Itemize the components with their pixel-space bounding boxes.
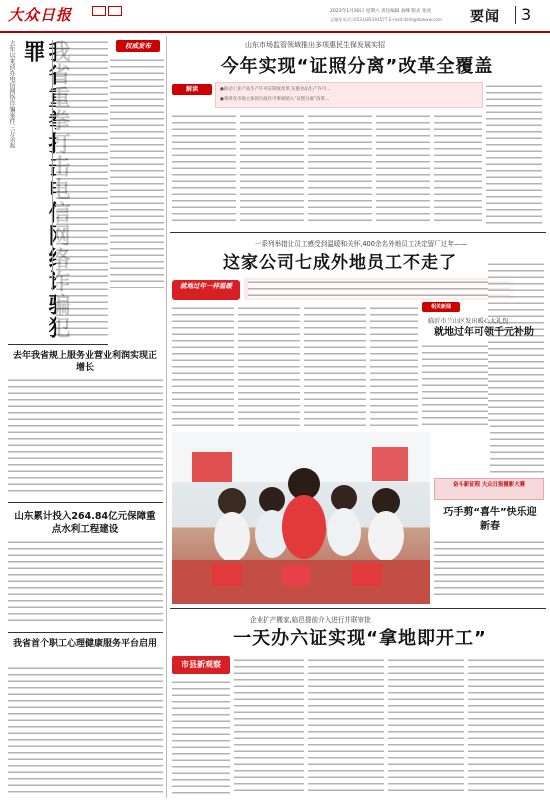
summary-bullet: ●将涉及市场主体的行政许可事项纳入“证照分离”改革… <box>220 97 330 102</box>
left-headline: 罪 <box>20 40 45 63</box>
bottom-body-col <box>172 680 230 794</box>
masthead-rule <box>0 31 550 33</box>
summary-bullet: ●推动工业产品生产许可证制度改革,实施食品生产许可… <box>220 87 331 92</box>
authority-badge: 权威发布 <box>116 40 160 52</box>
section-rule <box>170 232 546 233</box>
interpretation-badge: 解读 <box>172 84 212 95</box>
top-body-col <box>434 114 482 226</box>
warm-badge: 就地过年一样温暖 <box>180 282 232 290</box>
story2-body <box>8 378 163 496</box>
section-title: 要闻 <box>470 9 500 25</box>
photo-caption <box>434 540 544 600</box>
top-body-col <box>308 114 372 226</box>
photo-badge: 奋斗新征程 大众日报摄影大赛 <box>453 482 525 488</box>
left-body-text <box>56 40 108 340</box>
logo-stamp <box>92 6 106 16</box>
story3-headline: 山东累计投入264.84亿元保障重点水利工程建设 <box>14 511 156 535</box>
middle-lead-text <box>248 280 510 298</box>
middle-body-col <box>238 306 300 426</box>
side-kicker: 临沂市兰山区发出暖心大礼包 <box>428 318 509 325</box>
page-number: 3 <box>521 5 532 24</box>
column-divider <box>166 36 167 798</box>
bottom-kicker: 企业扩产搬家,临邑提前介入进行并联审批 <box>250 616 371 624</box>
top-body-col <box>240 114 304 226</box>
middle-body-col <box>172 306 234 426</box>
news-photo <box>172 432 430 604</box>
bottom-body-col <box>308 658 384 794</box>
bottom-body-col <box>388 658 464 794</box>
story-divider <box>8 632 163 633</box>
middle-kicker: 一系列举措让员工感受到温暖和关怀,400余名外地员工决定留厂过年—— <box>254 240 468 248</box>
side-headline: 就地过年可领千元补助 <box>434 327 534 338</box>
top-headline: 今年实现“证照分离”改革全覆盖 <box>220 56 494 77</box>
section-rule <box>170 608 546 609</box>
story3-body <box>8 540 163 626</box>
middle-headline: 这家公司七成外地员工不走了 <box>223 253 457 273</box>
section-divider <box>515 6 516 24</box>
story4-body <box>8 666 163 796</box>
middle-body-col <box>304 306 366 426</box>
photo-illustration <box>172 432 430 604</box>
top-body-col <box>172 114 236 226</box>
side-body <box>490 424 544 474</box>
side-body <box>422 344 488 426</box>
top-body-right <box>486 84 542 228</box>
middle-right-col <box>488 262 544 422</box>
county-badge: 市县新观察 <box>181 660 221 669</box>
left-kicker: 去年以来侦办电信网络诈骗案件三万余起 <box>8 40 15 148</box>
bottom-body-col <box>468 658 544 794</box>
photo-headline: 巧手剪“喜牛”快乐迎新春 <box>443 507 537 532</box>
story-divider <box>8 344 108 345</box>
story-divider <box>8 502 163 503</box>
masthead <box>0 0 550 32</box>
story4-headline: 我省首个职工心理健康服务平台启用 <box>12 639 157 649</box>
contact-line: 总编室电话:(0531)85193577 E-mail:dzrb@dzwww.com <box>330 17 442 22</box>
date-line: 2021年1月30日 星期六 责任编辑 高峰 版式 张亮 <box>330 9 432 14</box>
story2-headline: 去年我省规上服务业营业利润实现正增长 <box>12 351 157 373</box>
bottom-headline: 一天办六证实现“拿地即开工” <box>233 628 487 649</box>
middle-body-col <box>370 306 418 426</box>
column-divider <box>52 40 53 290</box>
newspaper-logo: 大众日报 <box>8 6 73 24</box>
top-body-col <box>376 114 430 226</box>
bottom-body-col <box>234 658 304 794</box>
logo-stamp <box>108 6 122 16</box>
top-kicker: 山东市场监管领域推出多项惠民生保发展实招 <box>245 41 385 49</box>
top-body-left <box>110 58 164 288</box>
related-news-badge: 相关新闻 <box>422 302 460 312</box>
